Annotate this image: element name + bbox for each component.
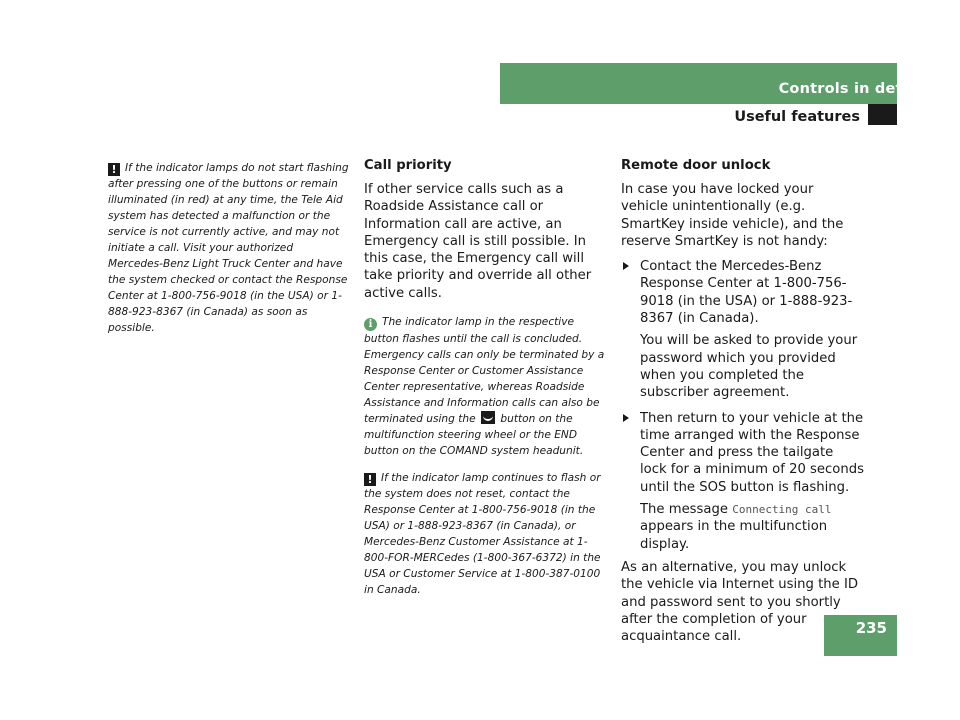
right-column	[621, 157, 864, 645]
middle-warning-note	[364, 470, 606, 598]
warning-icon: !	[364, 473, 376, 486]
step-1-followup: You will be asked to provide your password which you provided when you completed the subscriber agreement.	[640, 333, 858, 401]
page-number: 235	[855, 619, 887, 637]
end-call-phone-icon	[481, 411, 495, 424]
bullet-arrow-icon	[623, 414, 629, 422]
step-1-text: Contact the Mercedes-Benz Response Center at 1-800-756-9018 (in the USA) or 1-888-923-8367 (in Canada).	[640, 259, 853, 327]
left-warning-note	[108, 160, 351, 336]
middle-column	[364, 157, 606, 598]
header-marker	[868, 104, 897, 125]
remote-unlock-closing: As an alternative, you may unlock the vehicle via Internet using the ID and password sent to you shortly after the completion of your acquaintance call.	[621, 559, 858, 645]
display-message-code: Connecting call	[732, 503, 832, 517]
info-note	[364, 314, 606, 459]
warning-icon: !	[108, 163, 120, 176]
subsection-title: Useful features	[734, 109, 860, 125]
call-priority-heading: Call priority	[364, 158, 452, 173]
step-2-text: Then return to your vehicle at the time arranged with the Response Center and press the tailgate lock for a minimum of 20 seconds until the SOS button is flashing.	[640, 410, 864, 495]
info-note-text-2: button on the multifunction steering wheel or the END button on the COMAND system headunit.	[364, 413, 584, 458]
bullet-arrow-icon	[623, 262, 629, 270]
left-warning-text: If the indicator lamps do not start flashing after pressing one of the buttons or remain illuminated (in red) at any time, the Tele Aid system has detected a malfunction or the service is not currently active, and may not initiate a call. Visit your authorized Mercedes-Benz Light Truck Center and have the system checked or contact the Response Center at 1-800-756-9018 (in the USA) or 1-888-923-8367 (in Canada) as soon as possible.	[108, 162, 349, 334]
message-prefix: The message	[640, 502, 728, 518]
section-title: Controls in detail	[778, 81, 923, 97]
remote-door-unlock-heading: Remote door unlock	[621, 158, 771, 173]
step-1	[621, 258, 864, 401]
call-priority-paragraph: If other service calls such as a Roadside Assistance call or Information call are active, an Emergency call is still possible. In this case, the Emergency call will take priority and override all other active calls.	[364, 182, 592, 301]
remote-unlock-intro: In case you have locked your vehicle unintentionally (e.g. SmartKey inside vehicle), and the reserve SmartKey is not handy:	[621, 182, 844, 249]
message-suffix: appears in the multifunction display.	[640, 519, 828, 552]
step-2	[621, 410, 864, 553]
middle-warning-text: If the indicator lamp continues to flash or the system does not reset, contact the Response Center at 1-800-756-9018 (in the USA) or 1-888-923-8367 (in Canada), or Mercedes-Benz Customer Assistance at 1-800-FOR-MERCedes (1-800-367-6372) in the USA or Customer Service at 1-800-387-0100 in Canada.	[364, 472, 601, 597]
step-2-message	[640, 501, 864, 553]
info-note-text-1: The indicator lamp in the respective button flashes until the call is concluded. Emergency calls can only be terminated by a Response Center or Customer Assistance Center representative, whereas Roadside Assistance and Information calls can also be terminated using the	[364, 316, 605, 426]
info-icon: i	[364, 318, 377, 331]
